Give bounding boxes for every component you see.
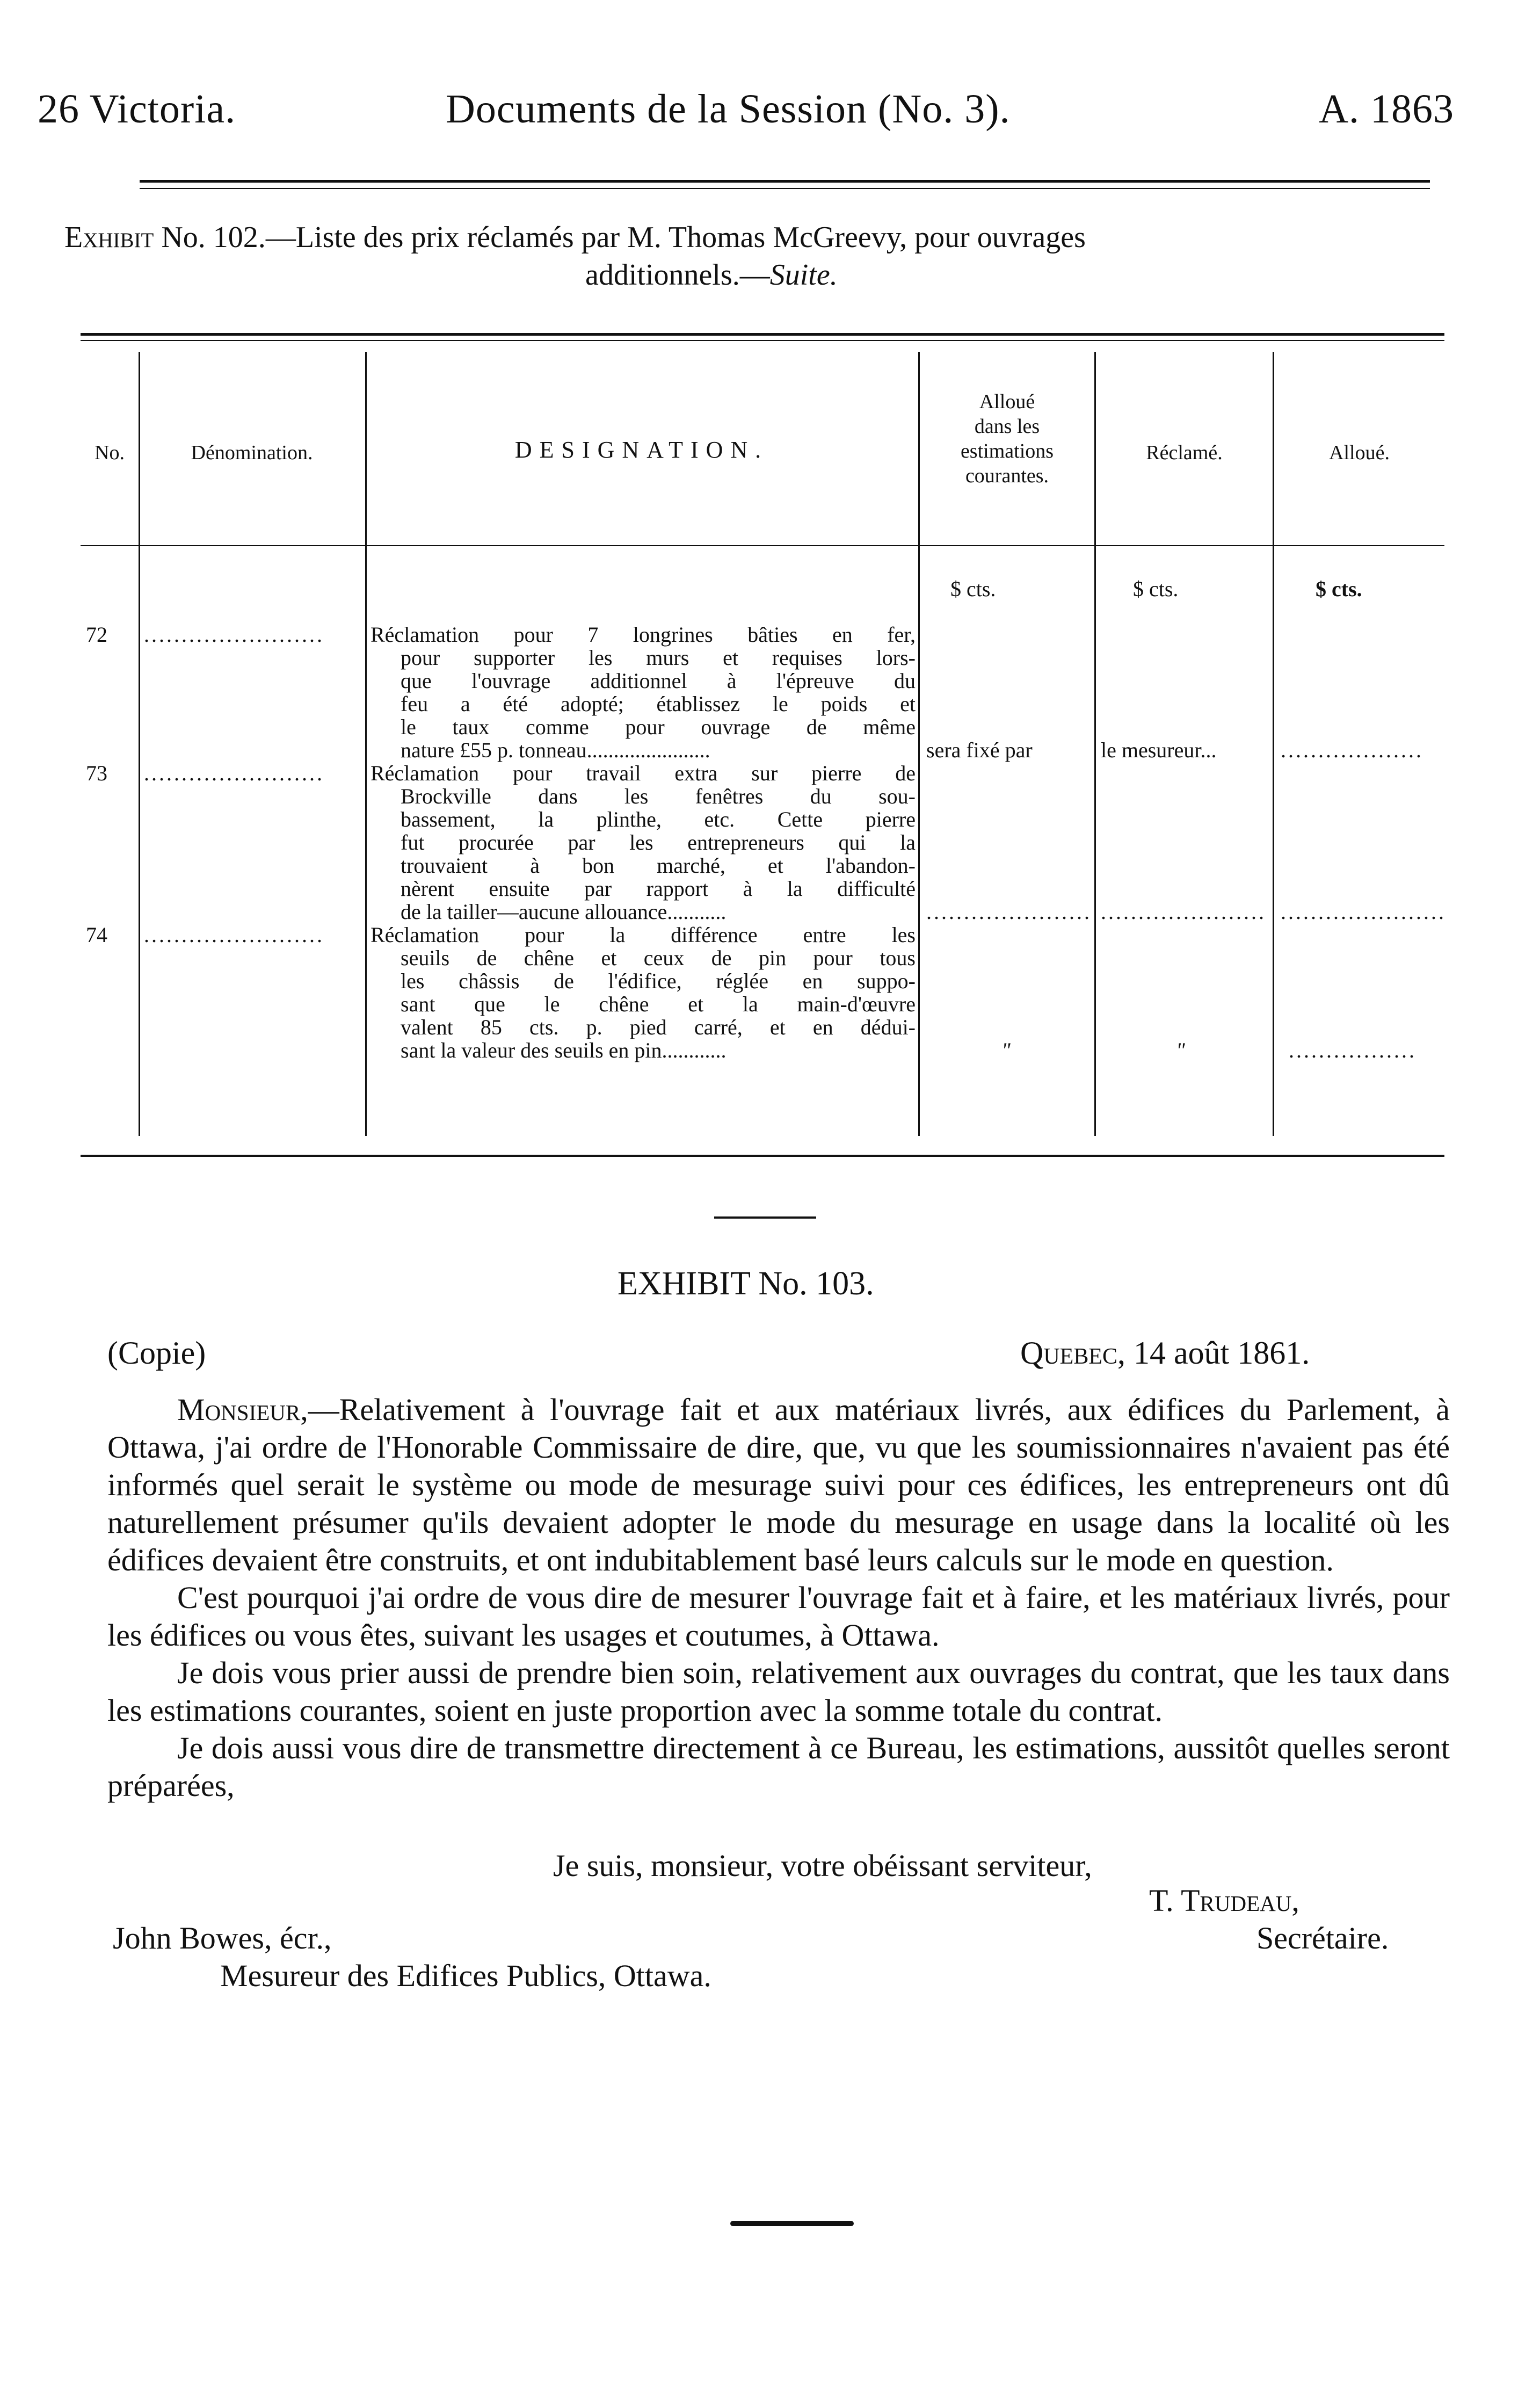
row-73-designation <box>371 762 916 923</box>
header-alloue-estimations-l2: dans les <box>974 415 1040 438</box>
table-top-rule-thin <box>81 340 1444 341</box>
header-no: No. <box>95 441 125 464</box>
row-73-denomination: ........................ <box>144 761 324 785</box>
table-header-rule <box>81 545 1444 546</box>
row-73-reclame: ...................... <box>1101 900 1266 924</box>
row-73-line-6: nèrent ensuite par rapport à la difficulté <box>401 877 916 901</box>
row-72-line-5: le taux comme pour ouvrage de même <box>401 715 916 739</box>
bottom-ornament <box>730 2221 854 2226</box>
row-72-denomination: ........................ <box>144 622 324 647</box>
row-74-line-5: valent 85 cts. p. pied carré, et en dédui- <box>401 1015 916 1039</box>
exhibit-title-cont: additionnels.— <box>585 258 770 292</box>
letter-dateline <box>1020 1335 1310 1372</box>
header-reclame: Réclamé. <box>1146 441 1223 464</box>
unit-alloue: $ cts. <box>1316 577 1362 601</box>
letter-date: 14 août 1861. <box>1134 1335 1310 1371</box>
row-74-no: 74 <box>86 923 107 947</box>
row-74-alloue: ................. <box>1289 1038 1416 1062</box>
letter-signer-title: Secrétaire. <box>1256 1921 1389 1956</box>
row-74-reclame: " <box>1176 1038 1185 1062</box>
exhibit-number: No. 102. <box>161 221 266 254</box>
row-72-line-6: nature £55 p. tonneau....................... <box>401 738 710 762</box>
exhibit-label: Exhibit <box>64 221 154 254</box>
letter-paragraph-4: Je dois aussi vous dire de transmettre directement à ce Bureau, les estimations, aussitôt quelles seront préparées, <box>107 1730 1450 1803</box>
row-72-designation <box>371 623 916 762</box>
row-73-alloue: ...................... <box>1281 900 1446 924</box>
row-73-line-7: de la tailler—aucune allouance........... <box>401 900 727 924</box>
row-74-line-4: sant que le chêne et la main-d'œuvre <box>401 992 916 1016</box>
table-bottom-rule <box>81 1155 1444 1157</box>
letter-place: Quebec, <box>1020 1335 1125 1371</box>
unit-estimations: $ cts. <box>950 577 996 601</box>
row-74-line-6: sant la valeur des seuils en pin............ <box>401 1038 727 1062</box>
claims-table <box>81 333 1444 1155</box>
row-72-reclame: le mesureur... <box>1101 738 1217 762</box>
row-73-line-4: fut procurée par les entrepreneurs qui la <box>401 830 916 854</box>
copie-label: (Copie) <box>107 1335 206 1371</box>
header-designation: DESIGNATION. <box>514 437 769 463</box>
exhibit-102-caption <box>64 220 1443 255</box>
exhibit-suite: Suite. <box>769 258 838 292</box>
row-72-line-1: Réclamation pour 7 longrines bâties en fer, <box>371 622 916 647</box>
header-alloue-estimations <box>920 389 1094 488</box>
row-74-line-3: les châssis de l'édifice, réglée en suppo- <box>401 969 916 993</box>
header-title: Documents de la Session (No. 3). <box>446 86 1011 132</box>
section-ornament <box>714 1216 816 1219</box>
header-alloue-estimations-l1: Alloué <box>979 390 1035 413</box>
header-rule-thin <box>140 188 1430 189</box>
row-73-no: 73 <box>86 761 107 785</box>
letter-addressee-title: Mesureur des Edifices Publics, Ottawa. <box>220 1958 711 1993</box>
letter-paragraph-3: Je dois vous prier aussi de prendre bien soin, relativement aux ouvrages du contrat, que les taux dans les estimations courantes, soient en juste proportion avec la somme totale du contrat. <box>107 1655 1450 1728</box>
row-72-line-3: que l'ouvrage additionnel à l'épreuve du <box>401 669 916 693</box>
col-divider-2 <box>365 352 367 1136</box>
running-header <box>38 86 1454 140</box>
exhibit-title: —Liste des prix réclamés par M. Thomas McGreevy, pour ouvrages <box>265 221 1086 254</box>
letter-salutation: Monsieur, <box>177 1392 308 1427</box>
row-73-line-3: bassement, la plinthe, etc. Cette pierre <box>401 807 916 831</box>
header-alloue-estimations-l3: estimations <box>960 440 1054 462</box>
col-divider-1 <box>139 352 140 1136</box>
col-divider-4 <box>1094 352 1096 1136</box>
col-divider-5 <box>1273 352 1274 1136</box>
row-73-alloue-estimations: ...................... <box>926 900 1092 924</box>
row-72-line-4: feu a été adopté; établissez le poids et <box>401 692 916 716</box>
table-top-rule <box>81 333 1444 336</box>
row-72-alloue: ................... <box>1281 738 1423 762</box>
header-year: A. 1863 <box>1319 86 1454 132</box>
exhibit-102-caption-line2 <box>585 258 838 292</box>
row-72-line-2: pour supporter les murs et requises lors- <box>401 646 916 670</box>
row-74-alloue-estimations: " <box>1001 1038 1011 1062</box>
row-74-denomination: ........................ <box>144 923 324 947</box>
exhibit-103-heading: EXHIBIT No. 103. <box>618 1265 874 1302</box>
letter-addressee: John Bowes, écr., <box>113 1921 332 1956</box>
letter-paragraph-1-text: —Relativement à l'ouvrage fait et aux matériaux livrés, aux édifices du Parlement, à Ottawa, j'ai ordre de l'Honorable Commissaire de dire, que, vu que les soumissionnaires n'avaient pas été informés quel serait le système ou mode de mesurage suivi pour ces édifices, les entrepreneurs ont dû naturellement présumer qu'ils devaient adopter le mode du mesurage en usage dans la localité où les édifices devaient être construits, et ont indubitablement basé leurs calculs sur le mode en question. <box>107 1392 1450 1577</box>
header-denomination: Dénomination. <box>191 441 313 464</box>
header-rule-thick <box>140 180 1430 183</box>
row-74-line-2: seuils de chêne et ceux de pin pour tous <box>401 946 916 970</box>
row-72-no: 72 <box>86 622 107 647</box>
letter-body <box>107 1391 1450 1805</box>
letter-signer: T. Trudeau, <box>1149 1883 1299 1918</box>
letter-closing: Je suis, monsieur, votre obéissant serviteur, <box>553 1848 1092 1883</box>
row-73-line-2: Brockville dans les fenêtres du sou- <box>401 784 916 808</box>
row-74-line-1: Réclamation pour la différence entre les <box>371 923 916 947</box>
header-session: 26 Victoria. <box>38 86 236 132</box>
header-alloue-estimations-l4: courantes. <box>965 465 1049 487</box>
row-73-line-5: trouvaient à bon marché, et l'abandon- <box>401 853 916 878</box>
row-72-alloue-estimations: sera fixé par <box>926 738 1033 762</box>
header-alloue: Alloué. <box>1329 441 1390 464</box>
letter-paragraph-1 <box>107 1391 1450 1579</box>
unit-reclame: $ cts. <box>1133 577 1179 601</box>
letter-paragraph-2: C'est pourquoi j'ai ordre de vous dire de mesurer l'ouvrage fait et à faire, et les matériaux livrés, pour les édifices ou vous êtes, suivant les usages et coutumes, à Ottawa. <box>107 1580 1450 1653</box>
row-74-designation <box>371 923 916 1062</box>
row-73-line-1: Réclamation pour travail extra sur pierre de <box>371 761 916 785</box>
